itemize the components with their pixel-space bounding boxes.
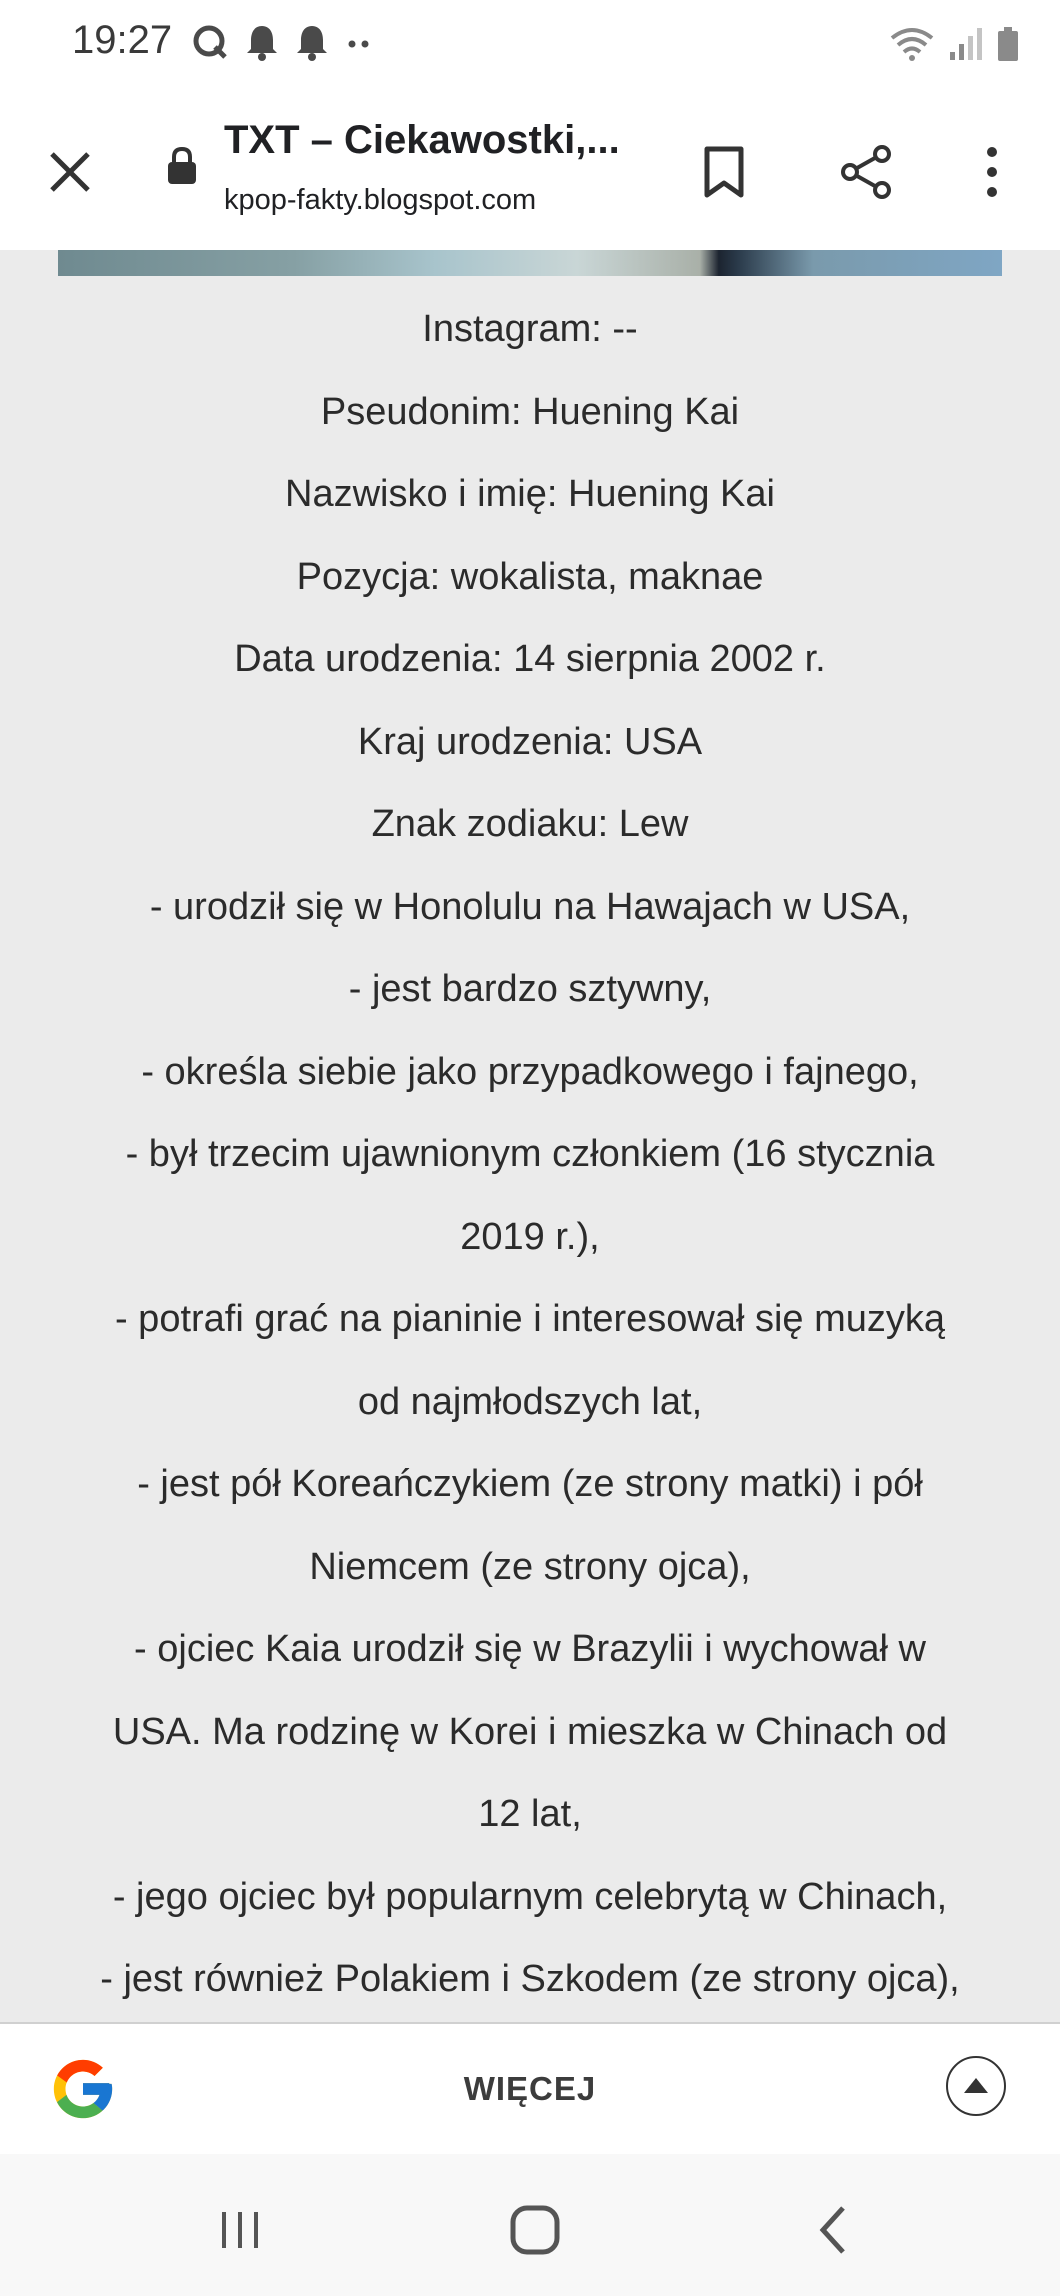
status-bar <box>0 0 1060 90</box>
bell-icon <box>294 22 330 62</box>
text-line: 12 lat, <box>478 1793 582 1835</box>
text-line: Nazwisko i imię: Huening Kai <box>285 473 775 515</box>
text-line: 2019 r.), <box>460 1215 600 1258</box>
notification-icons <box>190 20 374 64</box>
page-url[interactable]: kpop-fakty.blogspot.com <box>224 184 537 216</box>
text-line: - określa siebie jako przypadkowego i fajnego, <box>141 1050 919 1093</box>
text-line: - był trzecim ujawnionym członkiem (16 stycznia <box>125 1133 935 1175</box>
battery-icon <box>996 24 1020 64</box>
text-line: - ojciec Kaia urodził się w Brazylii i wychował w <box>134 1628 926 1670</box>
text-line: Znak zodiaku: Lew <box>371 803 689 845</box>
text-line: - jego ojciec był popularnym celebrytą w Chinach, <box>112 1875 948 1918</box>
page-content[interactable] <box>0 250 1060 2022</box>
bell-icon <box>244 22 280 62</box>
text-line: od najmłodszych lat, <box>357 1380 703 1423</box>
more-notifications-icon <box>344 22 374 62</box>
text-line: Data urodzenia: 14 sierpnia 2002 r. <box>234 638 826 680</box>
home-icon <box>509 2204 561 2256</box>
navigation-bar <box>0 2154 1060 2296</box>
bookmark-button[interactable] <box>682 130 766 214</box>
bookmark-icon <box>702 145 746 199</box>
article-text <box>70 288 990 2021</box>
back-chevron-icon <box>813 2204 853 2256</box>
more-vert-icon <box>982 142 1002 202</box>
signal-icon <box>948 24 984 64</box>
recent-apps-button[interactable] <box>200 2190 280 2270</box>
text-line: Niemcem (ze strony ojca), <box>309 1545 751 1588</box>
google-bar[interactable] <box>0 2022 1060 2154</box>
wifi-icon <box>888 24 936 64</box>
menu-button[interactable] <box>950 130 1034 214</box>
share-icon <box>836 142 896 202</box>
text-line: - jest również Polakiem i Szkodem (ze strony ojca), <box>100 1958 960 2000</box>
q-app-icon <box>190 22 230 62</box>
text-line: Kraj urodzenia: USA <box>357 720 703 763</box>
close-icon <box>46 148 94 196</box>
lock-icon <box>166 146 198 186</box>
browser-toolbar <box>0 90 1060 252</box>
status-time: 19:27 <box>72 18 173 62</box>
text-line: - urodził się w Honolulu na Hawajach w USA, <box>149 885 911 928</box>
system-icons <box>888 22 1020 66</box>
share-button[interactable] <box>824 130 908 214</box>
text-line: - potrafi grać na pianinie i interesował się muzyką <box>114 1298 946 1340</box>
text-line: Instagram: -- <box>422 308 638 350</box>
triangle-up-icon <box>962 2076 990 2096</box>
home-button[interactable] <box>495 2190 575 2270</box>
recent-apps-icon <box>216 2206 264 2254</box>
page-title[interactable]: TXT – Ciekawostki,... <box>224 118 620 162</box>
back-button[interactable] <box>793 2190 873 2270</box>
expand-button[interactable] <box>946 2056 1006 2116</box>
text-line: Pozycja: wokalista, maknae <box>296 555 764 598</box>
close-button[interactable] <box>28 130 112 214</box>
text-line: Pseudonim: Huening Kai <box>320 390 740 433</box>
text-line: - jest bardzo sztywny, <box>348 968 712 1010</box>
article-image <box>58 250 1002 276</box>
text-line: USA. Ma rodzinę w Korei i mieszka w Chinach od <box>112 1710 948 1753</box>
more-button[interactable]: WIĘCEJ <box>463 2070 597 2107</box>
text-line: - jest pół Koreańczykiem (ze strony matki) i pół <box>137 1463 923 1505</box>
